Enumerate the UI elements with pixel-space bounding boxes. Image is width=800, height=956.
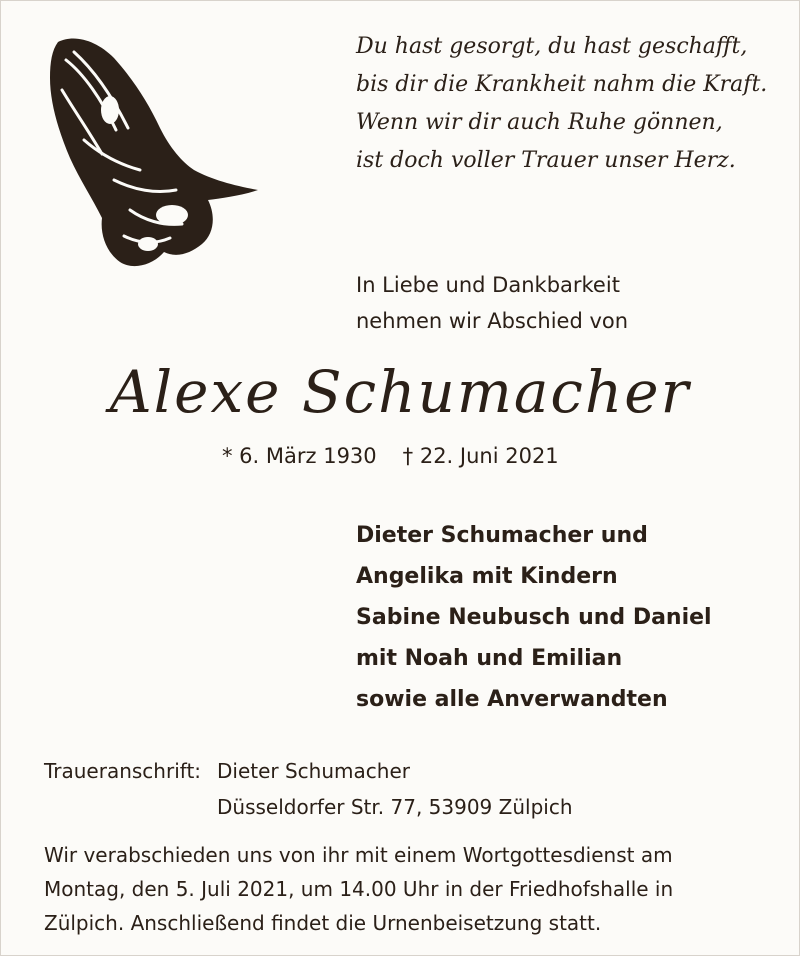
service-line: Montag, den 5. Juli 2021, um 14.00 Uhr in der Friedhofshalle in xyxy=(44,877,674,901)
service-info xyxy=(44,838,774,940)
life-dates xyxy=(222,440,642,472)
address-street: Düsseldorfer Str. 77, 53909 Zülpich xyxy=(217,795,573,819)
poem-line: bis dir die Krankheit nahm die Kraft. xyxy=(356,72,768,97)
mourner-line: Dieter Schumacher und xyxy=(356,523,648,548)
poem xyxy=(356,28,776,180)
mourner-line: mit Noah und Emilian xyxy=(356,646,623,671)
service-line: Wir verabschieden uns von ihr mit einem Wortgottesdienst am xyxy=(44,843,673,867)
poem-line: ist doch voller Trauer unser Herz. xyxy=(356,148,736,173)
mourning-address xyxy=(44,753,764,825)
mourner-line: Sabine Neubusch und Daniel xyxy=(356,605,712,630)
birth-date: * 6. März 1930 xyxy=(222,444,377,468)
mourners-list xyxy=(356,515,786,720)
address-name: Dieter Schumacher xyxy=(217,759,410,783)
intro-line: In Liebe und Dankbarkeit xyxy=(356,273,620,297)
poem-line: Du hast gesorgt, du hast geschafft, xyxy=(356,34,748,59)
praying-hands-icon xyxy=(44,30,264,275)
service-line: Zülpich. Anschließend findet die Urnenbeisetzung statt. xyxy=(44,911,602,935)
mourner-line: sowie alle Anverwandten xyxy=(356,687,668,712)
intro-text xyxy=(356,267,776,339)
death-date: † 22. Juni 2021 xyxy=(402,444,559,468)
address-label: Traueranschrift: xyxy=(44,759,202,783)
mourner-line: Angelika mit Kindern xyxy=(356,564,618,589)
intro-line: nehmen wir Abschied von xyxy=(356,309,629,333)
poem-line: Wenn wir dir auch Ruhe gönnen, xyxy=(356,110,723,135)
deceased-name: Alexe Schumacher xyxy=(109,358,691,426)
